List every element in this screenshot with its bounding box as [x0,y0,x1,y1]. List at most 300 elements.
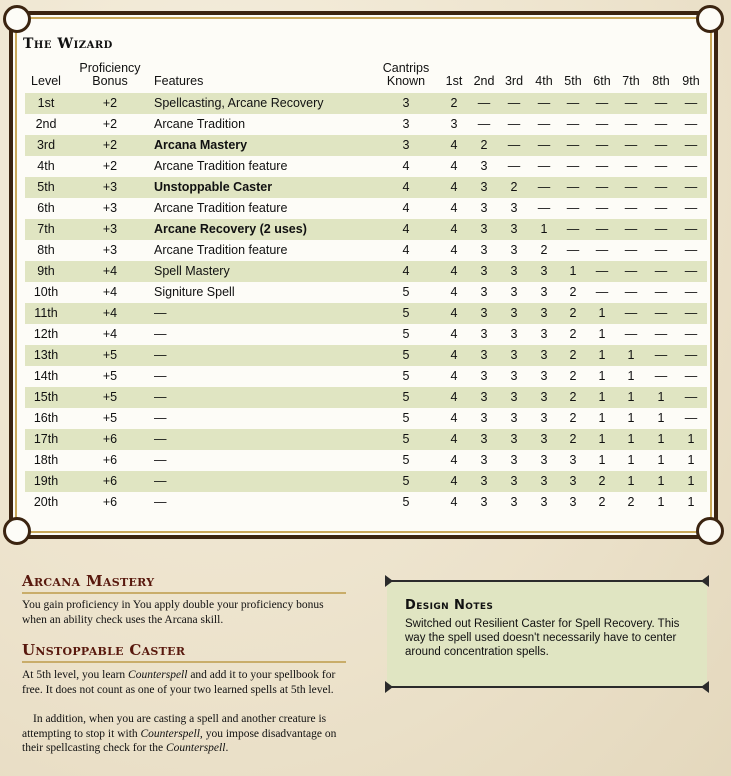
slot-8-cell: 1 [657,474,665,488]
slot-8-cell: — [654,306,668,320]
slot-3-cell: 3 [510,495,518,509]
slot-6-cell: — [595,285,609,299]
slot-9-cell: — [684,117,698,131]
slot-6-cell: 1 [598,453,606,467]
slot-9-cell: — [684,159,698,173]
proficiency-cell: +6 [102,495,118,509]
level-cell: 1st [37,96,55,110]
slot-3-cell: 3 [510,306,518,320]
proficiency-cell: +6 [102,474,118,488]
slot-5-cell: — [566,222,580,236]
slot-7-cell: — [624,327,638,341]
slot-4-cell: 3 [540,306,548,320]
slot-1-cell: 4 [450,474,458,488]
level-cell: 18th [33,453,59,467]
slot-6-cell: 2 [598,474,606,488]
header-slot-5: 5th [564,74,582,88]
proficiency-cell: +5 [102,348,118,362]
table-row [25,198,707,219]
spell-name: Counterspell, [140,727,203,740]
slot-6-cell: — [595,96,609,110]
features-cell: — [154,474,167,488]
class-table-rows [25,93,707,513]
slot-9-cell: — [684,96,698,110]
header-features: Features [154,74,204,88]
spell-name: Counterspell [166,742,226,754]
header-slot-8: 8th [652,74,670,88]
slot-4-cell: 3 [540,369,548,383]
proficiency-cell: +5 [102,390,118,404]
header-cantrips-line2: Known [386,74,426,88]
slot-4-cell: — [537,159,551,173]
slot-6-cell: 1 [598,327,606,341]
heading-rule [22,592,346,594]
slot-9-cell: — [684,285,698,299]
features-cell: — [154,348,167,362]
slot-3-cell: — [507,117,521,131]
cantrips-cell: 5 [402,474,410,488]
header-proficiency [73,62,147,88]
slot-3-cell: — [507,96,521,110]
slot-8-cell: — [654,243,668,257]
slot-8-cell: 1 [657,411,665,425]
slot-5-cell: 1 [569,264,577,278]
slot-6-cell: 1 [598,369,606,383]
slot-2-cell: — [477,96,491,110]
features-cell: — [154,432,167,446]
slot-4-cell: — [537,138,551,152]
slot-1-cell: 4 [450,159,458,173]
frame-corner-ornament [696,5,724,33]
slot-8-cell: 1 [657,495,665,509]
slot-8-cell: — [654,96,668,110]
slot-9-cell: — [684,306,698,320]
slot-7-cell: — [624,138,638,152]
table-row [25,93,707,114]
cantrips-cell: 3 [402,117,410,131]
slot-6-cell: 1 [598,348,606,362]
slot-9-cell: — [684,390,698,404]
slot-6-cell: 2 [598,495,606,509]
level-cell: 19th [33,474,59,488]
slot-2-cell: 3 [480,348,488,362]
slot-1-cell: 4 [450,243,458,257]
table-row [25,240,707,261]
slot-7-cell: — [624,243,638,257]
features-cell: — [154,411,167,425]
slot-5-cell: — [566,201,580,215]
table-row [25,177,707,198]
slot-7-cell: 1 [627,348,635,362]
cantrips-cell: 5 [402,390,410,404]
slot-8-cell: 1 [657,453,665,467]
slot-6-cell: — [595,201,609,215]
slot-2-cell: 3 [480,285,488,299]
slot-7-cell: 1 [627,390,635,404]
design-notes-title: Design Notes [405,598,494,613]
slot-5-cell: 2 [569,411,577,425]
slot-2-cell: 3 [480,243,488,257]
slot-2-cell: 3 [480,495,488,509]
features-cell: — [154,369,167,383]
slot-3-cell: 3 [510,390,518,404]
cantrips-cell: 4 [402,243,410,257]
table-row [25,114,707,135]
level-cell: 3rd [36,138,56,152]
level-cell: 7th [37,222,55,236]
table-row [25,261,707,282]
slot-5-cell: 2 [569,390,577,404]
slot-5-cell: 2 [569,432,577,446]
slot-6-cell: — [595,138,609,152]
slot-1-cell: 2 [450,96,458,110]
slot-3-cell: 3 [510,432,518,446]
proficiency-cell: +2 [102,96,118,110]
slot-2-cell: 3 [480,390,488,404]
slot-7-cell: — [624,201,638,215]
proficiency-cell: +3 [102,243,118,257]
slot-3-cell: 3 [510,285,518,299]
slot-6-cell: — [595,264,609,278]
slot-9-cell: — [684,327,698,341]
unstoppable-caster-para-1 [22,668,347,697]
slot-7-cell: — [624,285,638,299]
slot-7-cell: 1 [627,369,635,383]
proficiency-cell: +3 [102,201,118,215]
cantrips-cell: 4 [402,180,410,194]
level-cell: 9th [37,264,55,278]
slot-3-cell: 3 [510,201,518,215]
proficiency-cell: +4 [102,306,118,320]
slot-7-cell: 1 [627,453,635,467]
level-cell: 5th [37,180,55,194]
features-cell: — [154,390,167,404]
slot-3-cell: 3 [510,369,518,383]
slot-5-cell: — [566,117,580,131]
box-ornament [701,681,709,693]
features-cell: Signiture Spell [154,285,235,299]
cantrips-cell: 4 [402,222,410,236]
spell-name: Counterspell [128,669,188,681]
slot-2-cell: 3 [480,432,488,446]
cantrips-cell: 5 [402,411,410,425]
header-cantrips-line1: Cantrips [382,61,430,75]
table-row [25,156,707,177]
slot-2-cell: 3 [480,264,488,278]
table-title: The Wizard [23,36,113,52]
table-row [25,471,707,492]
arcana-mastery-body: You gain proficiency in You apply double your proficiency bonus when an ability check uses the Arcana skill. [22,599,324,626]
level-cell: 14th [33,369,59,383]
slot-3-cell: 3 [510,243,518,257]
slot-9-cell: — [684,180,698,194]
slot-4-cell: 3 [540,327,548,341]
table-row [25,366,707,387]
slot-8-cell: — [654,180,668,194]
slot-4-cell: 3 [540,432,548,446]
slot-8-cell: — [654,348,668,362]
slot-1-cell: 4 [450,264,458,278]
slot-7-cell: 1 [627,411,635,425]
features-cell: Spellcasting, Arcane Recovery [154,96,324,110]
slot-2-cell: 3 [480,201,488,215]
proficiency-cell: +5 [102,369,118,383]
slot-8-cell: — [654,369,668,383]
slot-6-cell: — [595,222,609,236]
slot-5-cell: 3 [569,495,577,509]
slot-4-cell: 3 [540,495,548,509]
slot-4-cell: — [537,117,551,131]
slot-6-cell: 1 [598,411,606,425]
slot-3-cell: 3 [510,264,518,278]
slot-9-cell: 1 [687,495,695,509]
slot-4-cell: 3 [540,348,548,362]
text-run: you impose disadvantage on their spellcasting check for the [22,727,337,754]
design-notes-box [387,580,707,688]
slot-8-cell: — [654,117,668,131]
features-cell: Arcane Recovery (2 uses) [154,222,307,236]
slot-1-cell: 4 [450,306,458,320]
proficiency-cell: +2 [102,159,118,173]
slot-9-cell: 1 [687,453,695,467]
slot-3-cell: 3 [510,474,518,488]
cantrips-cell: 4 [402,159,410,173]
slot-6-cell: — [595,117,609,131]
slot-3-cell: 3 [510,453,518,467]
slot-2-cell: — [477,117,491,131]
slot-5-cell: — [566,138,580,152]
header-proficiency-line1: Proficiency [79,61,141,75]
slot-1-cell: 4 [450,348,458,362]
slot-2-cell: 3 [480,453,488,467]
slot-1-cell: 4 [450,390,458,404]
slot-2-cell: 3 [480,159,488,173]
table-row [25,282,707,303]
table-row [25,429,707,450]
slot-2-cell: 3 [480,369,488,383]
cantrips-cell: 5 [402,285,410,299]
text-run: and add it to your spellbook for free. It does not count as one of your two learned spells at 5th level. [22,669,336,696]
features-cell: — [154,327,167,341]
slot-4-cell: 1 [540,222,548,236]
slot-5-cell: 2 [569,348,577,362]
slot-3-cell: 3 [510,222,518,236]
proficiency-cell: +6 [102,453,118,467]
slot-7-cell: — [624,180,638,194]
features-cell: — [154,495,167,509]
slot-4-cell: 3 [540,453,548,467]
proficiency-cell: +2 [102,117,118,131]
features-cell: Arcana Mastery [154,138,248,152]
level-cell: 13th [33,348,59,362]
header-slot-3: 3rd [504,74,524,88]
slot-2-cell: 3 [480,222,488,236]
slot-2-cell: 3 [480,306,488,320]
header-proficiency-line2: Bonus [92,74,128,88]
slot-9-cell: — [684,369,698,383]
features-cell: Spell Mastery [154,264,230,278]
slot-2-cell: 3 [480,180,488,194]
slot-9-cell: — [684,348,698,362]
box-ornament [385,681,393,693]
features-cell: Arcane Tradition [154,117,246,131]
slot-8-cell: — [654,285,668,299]
slot-3-cell: 2 [510,180,518,194]
proficiency-cell: +6 [102,432,118,446]
table-row [25,387,707,408]
slot-8-cell: 1 [657,432,665,446]
features-cell: Unstoppable Caster [154,180,273,194]
text-run: In addition, when you are casting a spell and another creature is attempting to stop it with [22,713,327,740]
frame-corner-ornament [696,517,724,545]
slot-2-cell: 3 [480,327,488,341]
proficiency-cell: +4 [102,327,118,341]
slot-9-cell: — [684,264,698,278]
slot-3-cell: 3 [510,411,518,425]
cantrips-cell: 3 [402,138,410,152]
table-row [25,219,707,240]
slot-8-cell: — [654,201,668,215]
slot-1-cell: 4 [450,201,458,215]
slot-5-cell: 2 [569,327,577,341]
arcana-mastery-heading: Arcana Mastery [22,572,155,590]
slot-1-cell: 4 [450,222,458,236]
features-cell: — [154,453,167,467]
slot-8-cell: — [654,327,668,341]
slot-5-cell: 2 [569,306,577,320]
table-row [25,408,707,429]
slot-6-cell: — [595,159,609,173]
slot-6-cell: 1 [598,306,606,320]
header-cantrips [376,62,436,88]
slot-6-cell: — [595,180,609,194]
proficiency-cell: +4 [102,285,118,299]
slot-1-cell: 4 [450,432,458,446]
proficiency-cell: +3 [102,180,118,194]
features-cell: Arcane Tradition feature [154,201,288,215]
slot-5-cell: — [566,159,580,173]
slot-4-cell: — [537,180,551,194]
slot-7-cell: 1 [627,432,635,446]
slot-5-cell: — [566,180,580,194]
features-cell: Arcane Tradition feature [154,159,288,173]
cantrips-cell: 5 [402,369,410,383]
slot-1-cell: 4 [450,138,458,152]
header-slot-9: 9th [682,74,700,88]
table-row [25,450,707,471]
slot-1-cell: 4 [450,327,458,341]
features-cell: Arcane Tradition feature [154,243,288,257]
slot-7-cell: — [624,222,638,236]
slot-7-cell: — [624,306,638,320]
slot-7-cell: — [624,96,638,110]
proficiency-cell: +3 [102,222,118,236]
unstoppable-caster-para-2 [22,712,347,756]
slot-9-cell: — [684,243,698,257]
proficiency-cell: +2 [102,138,118,152]
table-row [25,135,707,156]
box-ornament [701,575,709,587]
slot-3-cell: — [507,159,521,173]
header-slot-2: 2nd [473,74,495,88]
slot-9-cell: — [684,201,698,215]
slot-5-cell: — [566,243,580,257]
slot-3-cell: 3 [510,327,518,341]
level-cell: 12th [33,327,59,341]
slot-5-cell: 3 [569,453,577,467]
proficiency-cell: +4 [102,264,118,278]
slot-5-cell: 3 [569,474,577,488]
slot-9-cell: — [684,411,698,425]
slot-9-cell: — [684,138,698,152]
unstoppable-caster-heading: Unstoppable Caster [22,641,186,659]
frame-corner-ornament [3,5,31,33]
cantrips-cell: 4 [402,201,410,215]
header-slot-7: 7th [622,74,640,88]
slot-6-cell: 1 [598,432,606,446]
slot-1-cell: 3 [450,117,458,131]
cantrips-cell: 5 [402,327,410,341]
cantrips-cell: 5 [402,432,410,446]
slot-1-cell: 4 [450,369,458,383]
text-run: At 5th level, you learn [22,669,129,681]
cantrips-cell: 4 [402,264,410,278]
cantrips-cell: 5 [402,306,410,320]
slot-5-cell: — [566,96,580,110]
slot-8-cell: — [654,222,668,236]
table-row [25,324,707,345]
slot-9-cell: — [684,222,698,236]
header-slot-6: 6th [593,74,611,88]
slot-6-cell: — [595,243,609,257]
cantrips-cell: 5 [402,495,410,509]
level-cell: 17th [33,432,59,446]
proficiency-cell: +5 [102,411,118,425]
slot-4-cell: 3 [540,474,548,488]
level-cell: 4th [37,159,55,173]
slot-8-cell: — [654,138,668,152]
level-cell: 20th [33,495,59,509]
slot-6-cell: 1 [598,390,606,404]
cantrips-cell: 5 [402,453,410,467]
slot-9-cell: 1 [687,474,695,488]
frame-corner-ornament [3,517,31,545]
header-slot-1: 1st [445,74,463,88]
table-row [25,492,707,513]
slot-7-cell: 1 [627,474,635,488]
slot-2-cell: 3 [480,474,488,488]
header-slot-4: 4th [535,74,553,88]
slot-5-cell: 2 [569,369,577,383]
slot-4-cell: — [537,201,551,215]
slot-9-cell: 1 [687,432,695,446]
slot-7-cell: — [624,117,638,131]
slot-1-cell: 4 [450,411,458,425]
heading-rule [22,661,346,663]
slot-8-cell: — [654,159,668,173]
cantrips-cell: 5 [402,348,410,362]
design-notes-body: Switched out Resilient Caster for Spell Recovery. This way the spell used doesn't necessarily have to center around concentration spells. [405,618,680,658]
slot-3-cell: 3 [510,348,518,362]
slot-8-cell: 1 [657,390,665,404]
level-cell: 8th [37,243,55,257]
slot-1-cell: 4 [450,180,458,194]
level-cell: 15th [33,390,59,404]
features-cell: — [154,306,167,320]
slot-1-cell: 4 [450,285,458,299]
text-run: . [225,742,229,754]
slot-1-cell: 4 [450,453,458,467]
